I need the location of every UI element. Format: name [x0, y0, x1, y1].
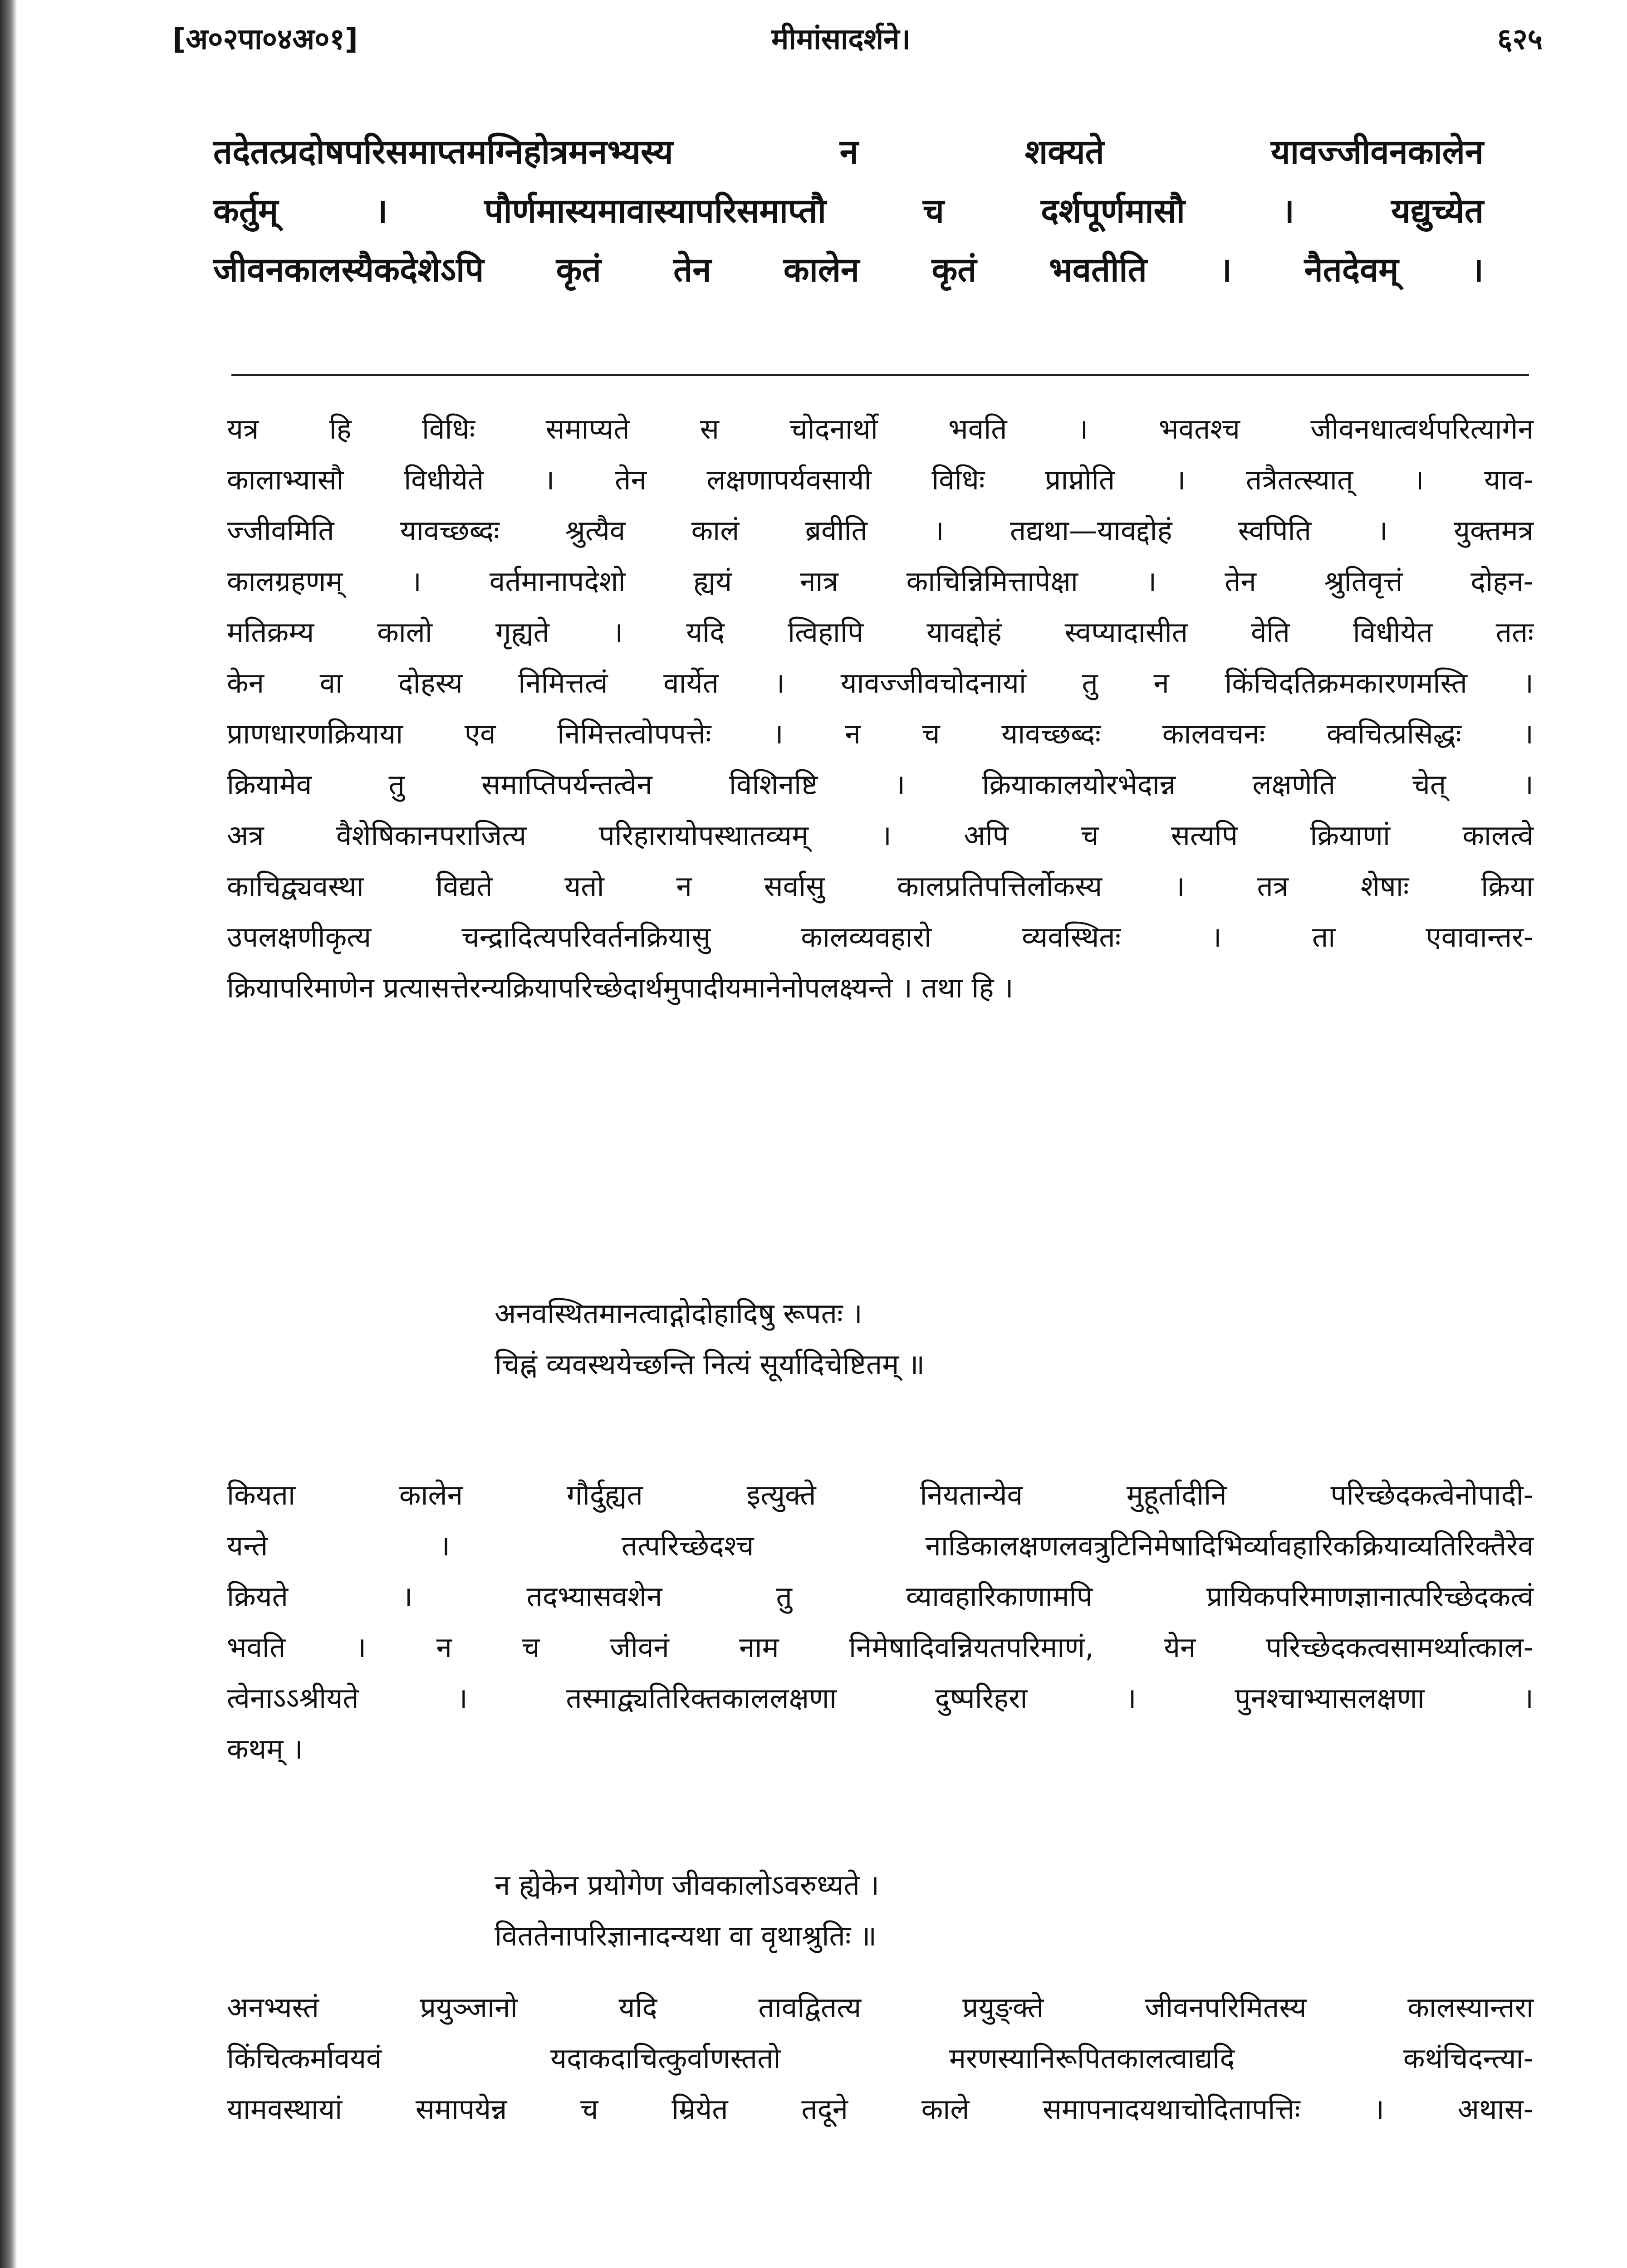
running-title: मीमांसादर्शने। [771, 23, 911, 56]
commentary-line: क्रियामेव तु समाप्तिपर्यन्तत्वेन विशिनष्टि । क्रियाकालयोरभेदान्न लक्षणेति चेत् । [227, 768, 1534, 801]
karika-line: न ह्येकेन प्रयोगेण जीवकालोऽवरुध्यते । [495, 1868, 880, 1901]
commentary-line: अनभ्यस्तं प्रयुञ्जानो यदि तावद्वितत्य प्रयुङ्क्ते जीवनपरिमितस्य कालस्यान्तरा [227, 1991, 1534, 2024]
commentary-paragraph-1 [227, 404, 1534, 1013]
commentary-line: यामवस्थायां समापयेन्न च म्रियेत तदूने काले समापनादयथाचोदितापत्तिः । अथास- [227, 2092, 1534, 2126]
commentary-line: किंचित्कर्मावयवं यदाकदाचित्कुर्वाणस्ततो मरणस्यानिरूपितकालत्वाद्यदि कथंचिदन्त्या- [227, 2042, 1534, 2075]
commentary-paragraph-3 [227, 1982, 1534, 2135]
commentary-line: यन्ते । तत्परिच्छेदश्च नाडिकालक्षणलवत्रुटिनिमेषादिभिर्व्यावहारिकक्रियाव्यतिरिक्तैरेव [227, 1529, 1534, 1562]
commentary-line: अत्र वैशेषिकानपराजित्य परिहारायोपस्थातव्यम् । अपि च सत्यपि क्रियाणां कालत्वे [227, 819, 1534, 852]
commentary-line: कियता कालेन गौर्दुह्यत इत्युक्ते नियतान्येव मुहूर्तादीनि परिच्छेदकत्वेनोपादी- [227, 1478, 1534, 1511]
chapter-reference: [अ०२पा०४अ०१] [172, 23, 358, 56]
commentary-line: केन वा दोहस्य निमित्तत्वं वार्येत । यावज्जीवचोदनायां तु न किंचिदतिक्रमकारणमस्ति । [227, 666, 1534, 699]
commentary-line: भवति । न च जीवनं नाम निमेषादिवन्नियतपरिमाणं, येन परिच्छेदकत्वसामर्थ्यात्काल- [227, 1631, 1534, 1664]
book-binding-shadow [0, 0, 17, 2268]
page-number: ६२५ [1497, 23, 1543, 56]
commentary-line: कालग्रहणम् । वर्तमानापदेशो ह्ययं नात्र काचिन्निमित्तापेक्षा । तेन श्रुतिवृत्तं दोहन- [227, 565, 1534, 598]
karika-line: अनवस्थितमानत्वाद्गोदोहादिषु रूपतः । [495, 1297, 863, 1330]
verse-line: कर्तुम् । पौर्णमास्यमावास्यापरिसमाप्तौ च दर्शपूर्णमासौ । यद्युच्येत [213, 191, 1484, 230]
bhashya-text [213, 122, 1484, 299]
commentary-line: काचिद्व्यवस्था विद्यते यतो न सर्वासु कालप्रतिपत्तिर्लोकस्य । तत्र शेषाः क्रिया [227, 870, 1534, 903]
commentary-line: कथम् । [227, 1732, 303, 1765]
karika-line: विततेनापरिज्ञानादन्यथा वा वृथाश्रुतिः ॥ [495, 1919, 877, 1952]
commentary-line: उपलक्षणीकृत्य चन्द्रादित्यपरिवर्तनक्रियासु कालव्यवहारो व्यवस्थितः । ता एवावान्तर- [227, 920, 1534, 953]
section-divider [231, 374, 1529, 376]
karika-verse-2 [495, 1860, 1447, 1961]
commentary-line: ज्जीवमिति यावच्छब्दः श्रुत्यैव कालं ब्रवीति । तद्यथा—यावद्दोहं स्वपिति । युक्तमत्र [227, 514, 1534, 547]
commentary-line: मतिक्रम्य कालो गृह्यते । यदि त्विहापि यावद्दोहं स्वप्यादासीत वेति विधीयेत ततः [227, 616, 1534, 649]
commentary-line: यत्र हि विधिः समाप्यते स चोदनार्थो भवति । भवतश्च जीवनधात्वर्थपरित्यागेन [227, 412, 1534, 445]
commentary-line: क्रियते । तदभ्यासवशेन तु व्यावहारिकाणामपि प्रायिकपरिमाणज्ञानात्परिच्छेदकत्वं [227, 1580, 1534, 1613]
commentary-paragraph-2 [227, 1470, 1534, 1774]
verse-line: तदेतत्प्रदोषपरिसमाप्तमग्निहोत्रमनभ्यस्य न शक्यते यावज्जीवनकालेन [213, 132, 1484, 171]
commentary-line: त्वेनाऽऽश्रीयते । तस्माद्व्यतिरिक्तकाललक्षणा दुष्परिहरा । पुनश्चाभ्यासलक्षणा । [227, 1681, 1534, 1715]
commentary-line: कालाभ्यासौ विधीयेते । तेन लक्षणापर्यवसायी विधिः प्राप्नोति । तत्रैतत्स्यात् । याव- [227, 463, 1534, 496]
verse-line: जीवनकालस्यैकदेशेऽपि कृतं तेन कालेन कृतं भवतीति । नैतदेवम् । [213, 250, 1484, 289]
karika-line: चिह्नं व्यवस्थयेच्छन्ति नित्यं सूर्यादिचेष्टितम् ॥ [495, 1348, 925, 1381]
commentary-line: प्राणधारणक्रियाया एव निमित्तत्वोपपत्तेः । न च यावच्छब्दः कालवचनः क्वचित्प्रसिद्धः । [227, 717, 1534, 750]
commentary-line: क्रियापरिमाणेन प्रत्यासत्तेरन्यक्रियापरिच्छेदार्थमुपादीयमानेनोपलक्ष्यन्ते । तथा हि । [227, 971, 1014, 1004]
page-header [172, 14, 1543, 64]
karika-verse-1 [495, 1288, 1447, 1390]
